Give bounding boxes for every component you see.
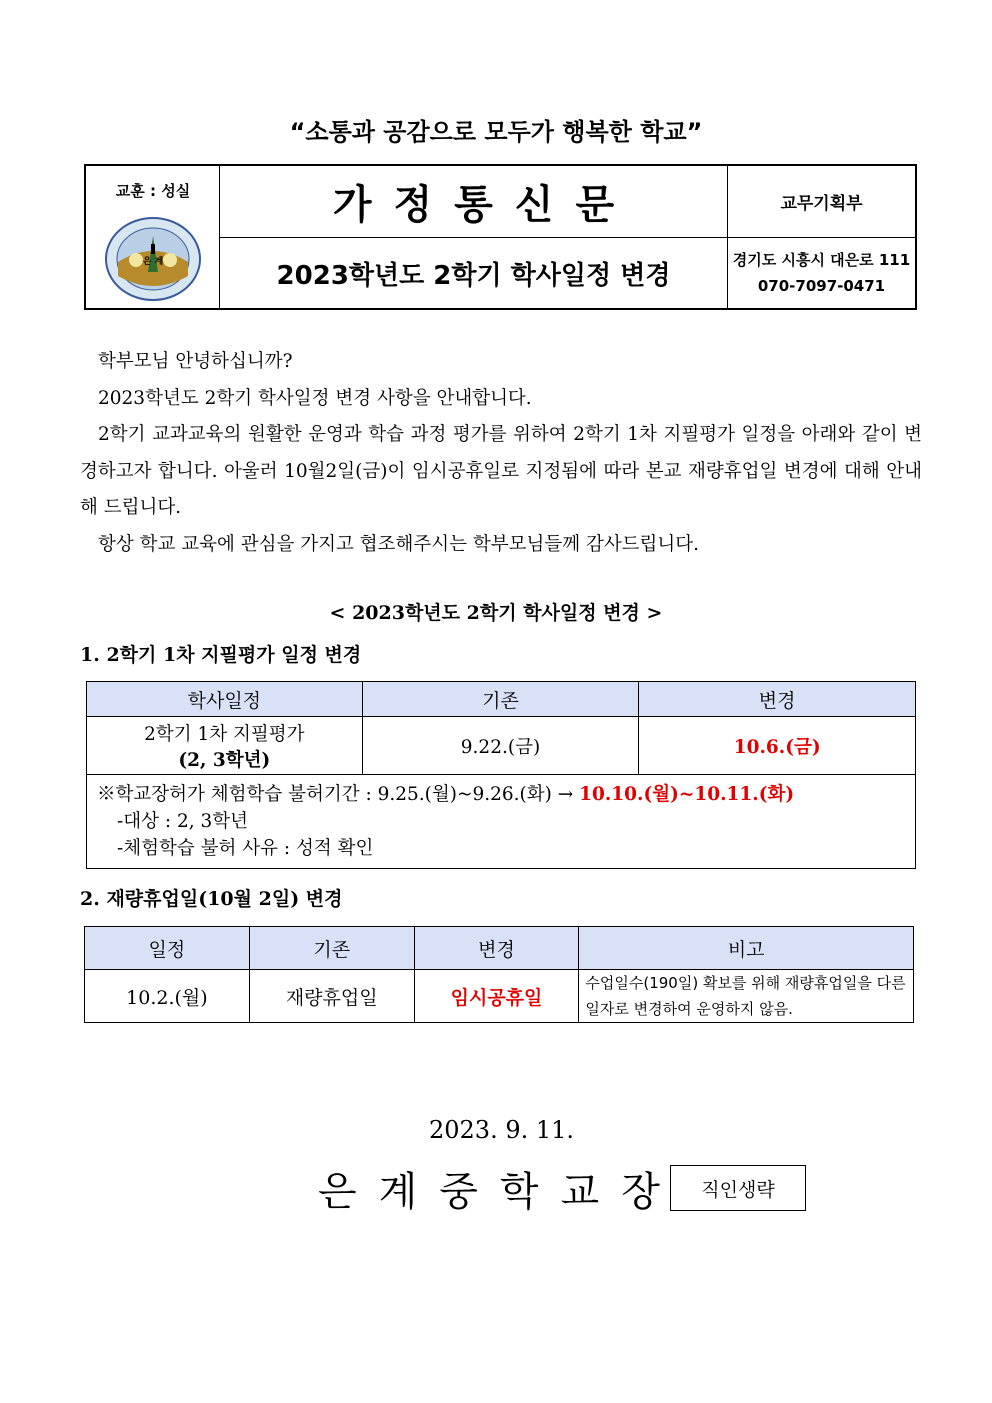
changed-date-cell: 10.6.(금): [639, 717, 916, 775]
section1-heading: 1. 2학기 1차 지필평가 일정 변경: [80, 644, 362, 666]
section2-heading: 2. 재량휴업일(10월 2일) 변경: [80, 888, 343, 910]
schedule-item-name: 2학기 1차 지필평가: [144, 723, 305, 745]
intro-paragraph: 2023학년도 2학기 학사일정 변경 사항을 안내합니다.: [98, 387, 532, 409]
changed-cell: 임시공휴일: [414, 970, 579, 1023]
header-title-cell: [220, 166, 728, 238]
column-header: 비고: [579, 927, 914, 970]
signer-name: 은계중학교장: [318, 1169, 682, 1215]
section-title: < 2023학년도 2학기 학사일정 변경 >: [329, 602, 663, 624]
column-header: 기존: [249, 927, 414, 970]
header-contact-cell: [728, 238, 915, 308]
column-header: 기존: [362, 682, 639, 717]
header-subtitle-cell: [220, 238, 728, 308]
school-logo-icon: [104, 216, 202, 302]
thanks-paragraph: 항상 학교 교육에 관심을 가지고 협조해주시는 학부모님들께 감사드립니다.: [98, 533, 700, 555]
column-header: 변경: [639, 682, 916, 717]
seal-box: 직인생략: [670, 1165, 806, 1211]
exam-schedule-table: [86, 681, 916, 869]
schedule-item-cell: [87, 717, 363, 775]
school-phone: 070-7097-0471: [757, 277, 886, 295]
remark-cell: 수업일수(190일) 확보를 위해 재량휴업일을 다른 일자로 변경하여 운영하지 않음.: [579, 970, 914, 1023]
note-target: -대상 : 2, 3학년: [117, 811, 249, 832]
table-header-row: [87, 682, 916, 717]
table-row: [87, 717, 916, 775]
schedule-item-grades: (2, 3학년): [178, 749, 271, 771]
school-motto: 교훈 : 성실: [115, 182, 191, 200]
letter-header: [84, 164, 917, 310]
greeting-paragraph: 학부모님 안녕하십니까?: [98, 351, 293, 372]
note-line: [97, 781, 905, 808]
department-name: 교무기획부: [780, 194, 863, 214]
note-row: [87, 775, 916, 869]
letter-date: 2023. 9. 11.: [428, 1116, 575, 1144]
letter-body: [80, 344, 922, 563]
table-header-row: [85, 927, 914, 970]
document-subtitle: 2023학년도 2학기 학사일정 변경: [276, 260, 671, 291]
logo-text: 은 계: [142, 257, 164, 267]
detail-paragraph: 2학기 교과교육의 원활한 운영과 학습 과정 평가를 위하여 2학기 1차 지필평가 일정을 아래와 같이 변경하고자 합니다. 아울러 10월2일(금)이 임시공휴일로 지정됨에 따라 본교 재량휴업일 변경에 대해 안내해 드립니다.: [80, 424, 922, 518]
school-address: 경기도 시흥시 대은로 111: [732, 251, 911, 269]
note-reason: -체험학습 불허 사유 : 성적 확인: [117, 838, 374, 859]
holiday-change-table: [84, 926, 914, 1023]
note-cell: [87, 775, 916, 869]
header-logo-cell: [86, 166, 220, 308]
date-cell: 10.2.(월): [85, 970, 250, 1023]
school-slogan: “소통과 공감으로 모두가 행복한 학교”: [289, 118, 703, 146]
document-title: 가정통신문: [332, 182, 637, 228]
note-prefix: ※학교장허가 체험학습 불허기간 : 9.25.(월)~9.26.(화) →: [97, 784, 580, 805]
column-header: 학사일정: [87, 682, 363, 717]
original-cell: 재량휴업일: [249, 970, 414, 1023]
note-changed-period: 10.10.(월)~10.11.(화): [579, 784, 795, 805]
column-header: 일정: [85, 927, 250, 970]
original-date-cell: 9.22.(금): [362, 717, 639, 775]
column-header: 변경: [414, 927, 579, 970]
table-row: [85, 970, 914, 1023]
header-department-cell: [728, 166, 915, 238]
